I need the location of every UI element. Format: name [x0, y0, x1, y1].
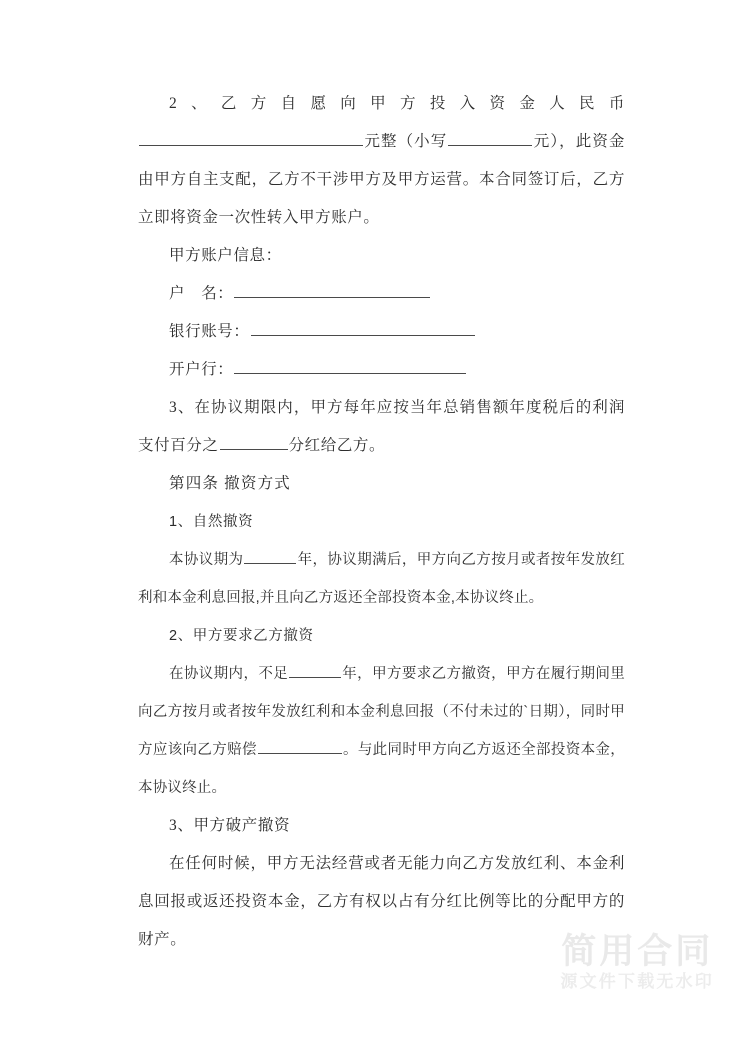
- account-number-blank[interactable]: [251, 321, 475, 336]
- article-4-heading: 第四条 撤资方式: [169, 475, 291, 492]
- agreement-term-years-blank[interactable]: [244, 550, 296, 564]
- clause-2-text-part-2: 元整（小写: [364, 133, 448, 150]
- clause-2-paragraph: [138, 85, 625, 237]
- clause-2-text-part-3: 元），此资金由甲方自主支配，乙方不干涉甲方及甲方运营。本合同签订后，乙方立即将资金一次性转入甲方账户。: [138, 133, 625, 226]
- account-field-name-label: 户 名：: [169, 285, 234, 302]
- item-1-text-part-1: 本协议期为: [169, 552, 244, 568]
- clause-3-text-part-1: 3、在协议期限内，甲方每年应按当年总销售额年度税后的利润支付百分之: [138, 399, 625, 454]
- account-info-title: 甲方账户信息：: [169, 247, 282, 264]
- account-field-name: [138, 275, 625, 313]
- account-field-number-label: 银行账号：: [169, 323, 250, 340]
- item-2-text-part-3: 。与此同时甲方向乙方返还全部投资本金，本协议终止。: [138, 742, 625, 796]
- article-4-item-1-body: [138, 541, 625, 617]
- article-4-item-3-body: 在任何时候，甲方无法经营或者无能力向乙方发放红利、本金利息回报或返还投资本金，乙方有权以占有分红比例等比的分配甲方的财产。: [138, 855, 625, 948]
- investment-amount-blank[interactable]: [139, 131, 363, 146]
- compensation-amount-blank[interactable]: [258, 740, 342, 754]
- watermark-title: 简用合同: [561, 931, 714, 972]
- account-field-bank: [138, 351, 625, 389]
- article-4-item-1-title: 1、自然撤资: [169, 514, 254, 530]
- document-body: [138, 85, 625, 959]
- account-field-bank-label: 开户行：: [169, 361, 234, 378]
- profit-percentage-blank[interactable]: [220, 435, 288, 450]
- early-withdrawal-years-blank[interactable]: [289, 664, 341, 678]
- clause-3-paragraph: [138, 389, 625, 465]
- item-2-text-part-2: 年，甲方要求乙方撤资，甲方在履行期间里向乙方按月或者按年发放红利和本金利息回报（不付未过的`日期），同时甲方应该向乙方赔偿: [138, 666, 625, 758]
- account-field-number: [138, 313, 625, 351]
- account-bank-blank[interactable]: [234, 359, 466, 374]
- watermark-subtitle: 源文件下载无水印: [560, 972, 714, 993]
- clause-3-text-part-2: 分红给乙方。: [288, 437, 386, 454]
- account-name-blank[interactable]: [234, 283, 430, 298]
- item-2-text-part-1: 在协议期内，不足: [169, 666, 289, 682]
- item-1-text-part-2: 年，协议期满后，甲方向乙方按月或者按年发放红利和本金利息回报,并且向乙方返还全部投资本金,本协议终止。: [138, 552, 626, 606]
- investment-amount-numeric-blank[interactable]: [448, 131, 532, 146]
- article-4-item-2-title: 2、甲方要求乙方撤资: [169, 628, 314, 644]
- article-4-item-3-title: 3、甲方破产撤资: [169, 817, 291, 834]
- article-4-item-2-body: [138, 655, 625, 807]
- clause-2-text-part-1: 2、乙方自愿向甲方投入资金人民币: [169, 95, 625, 112]
